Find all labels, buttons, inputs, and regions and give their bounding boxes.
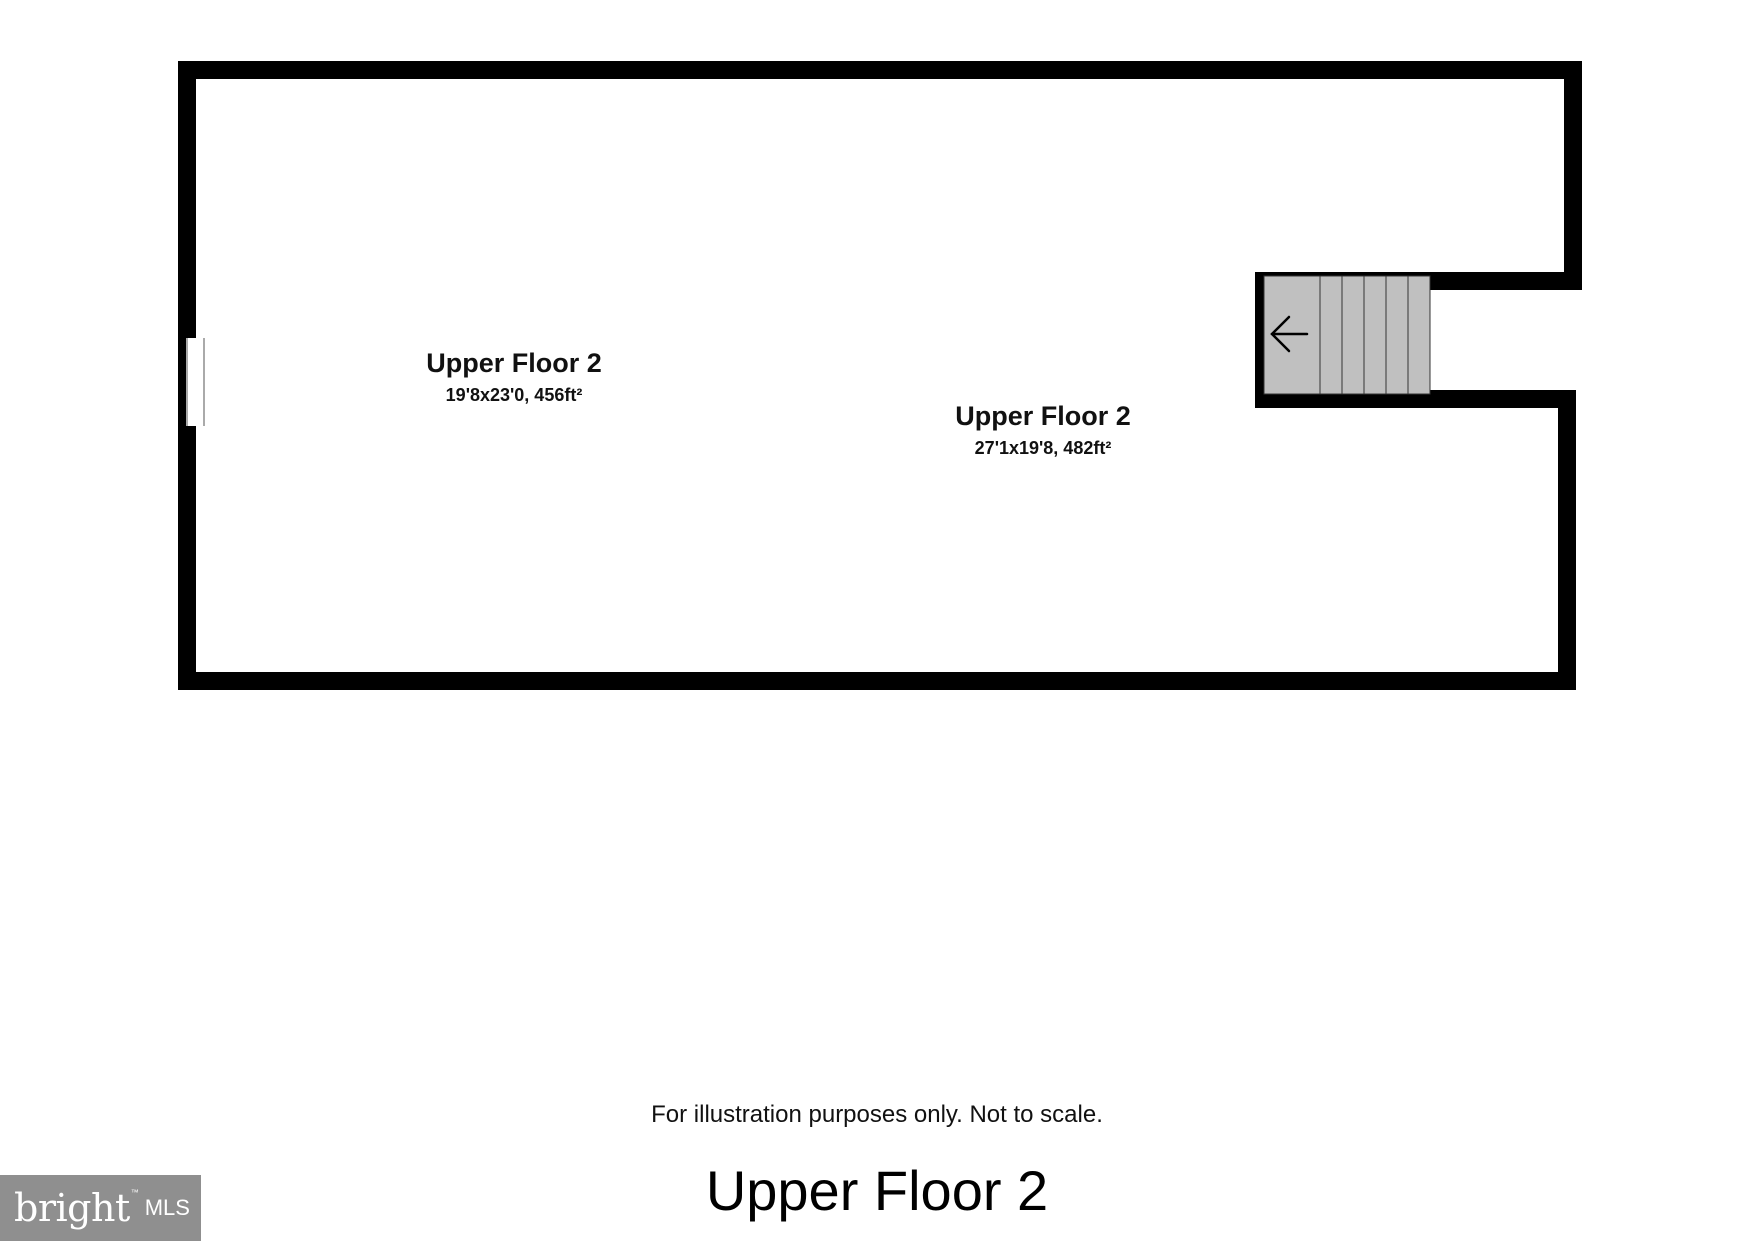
- stair-steps: [1320, 276, 1430, 394]
- room-name: Upper Floor 2: [426, 348, 602, 378]
- logo-mls: MLS: [144, 1195, 190, 1220]
- room-dimensions: 19'8x23'0, 456ft²: [445, 385, 583, 405]
- floor-title: Upper Floor 2: [705, 1159, 1049, 1222]
- bright-mls-logo: [0, 1175, 201, 1241]
- window: [186, 338, 205, 426]
- staircase: [1264, 276, 1430, 394]
- room-dimensions: 27'1x19'8, 482ft²: [974, 438, 1112, 458]
- stair-tread: [1364, 276, 1386, 394]
- stair-tread: [1320, 276, 1342, 394]
- disclaimer-text: For illustration purposes only. Not to scale.: [651, 1101, 1103, 1128]
- stair-tread: [1342, 276, 1364, 394]
- stair-tread: [1386, 276, 1408, 394]
- logo-word: bright: [14, 1186, 130, 1230]
- room-name: Upper Floor 2: [955, 401, 1131, 431]
- stair-tread: [1408, 276, 1430, 394]
- logo-trademark: ™: [130, 1187, 139, 1197]
